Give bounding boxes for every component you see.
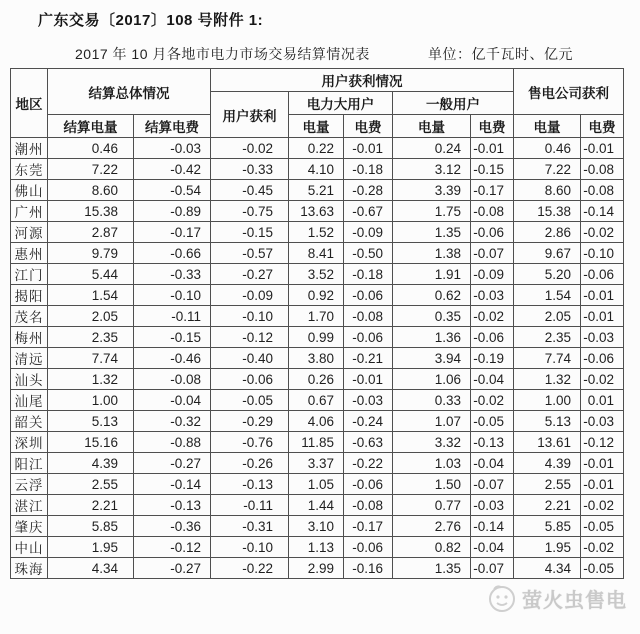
value-cell: -0.18 [344, 159, 393, 180]
value-cell: 1.03 [393, 453, 471, 474]
value-cell: 4.39 [48, 453, 134, 474]
value-cell: 9.67 [514, 243, 581, 264]
value-cell: 5.20 [514, 264, 581, 285]
value-cell: 2.76 [393, 516, 471, 537]
value-cell: 1.38 [393, 243, 471, 264]
value-cell: -0.02 [581, 222, 624, 243]
value-cell: -0.22 [211, 558, 289, 579]
value-cell: 0.35 [393, 306, 471, 327]
value-cell: -0.29 [211, 411, 289, 432]
value-cell: 3.10 [289, 516, 344, 537]
value-cell: -0.32 [134, 411, 211, 432]
region-cell: 揭阳 [11, 285, 48, 306]
watermark-text: 萤火虫售电 [522, 589, 627, 612]
value-cell: -0.02 [211, 138, 289, 159]
value-cell: -0.36 [134, 516, 211, 537]
region-cell: 清远 [11, 348, 48, 369]
value-cell: -0.15 [134, 327, 211, 348]
value-cell: 2.21 [48, 495, 134, 516]
table-row [11, 243, 624, 264]
value-cell: -0.33 [134, 264, 211, 285]
value-cell: -0.42 [134, 159, 211, 180]
value-cell: 1.06 [393, 369, 471, 390]
value-cell: 7.22 [48, 159, 134, 180]
value-cell: -0.15 [211, 222, 289, 243]
value-cell: 1.54 [514, 285, 581, 306]
value-cell: -0.22 [344, 453, 393, 474]
value-cell: -0.27 [134, 453, 211, 474]
value-cell: 7.74 [514, 348, 581, 369]
region-cell: 河源 [11, 222, 48, 243]
value-cell: -0.03 [344, 390, 393, 411]
unit-label: 单位：亿千瓦时、亿元 [428, 46, 573, 62]
value-cell: 0.22 [289, 138, 344, 159]
region-cell: 汕尾 [11, 390, 48, 411]
value-cell: 1.52 [289, 222, 344, 243]
table-row [11, 474, 624, 495]
header-retail-fee: 电费 [581, 115, 624, 138]
value-cell: 1.75 [393, 201, 471, 222]
table-body [11, 138, 624, 579]
table-row [11, 348, 624, 369]
value-cell: -0.08 [134, 369, 211, 390]
value-cell: -0.14 [471, 516, 514, 537]
region-cell: 韶关 [11, 411, 48, 432]
value-cell: 5.21 [289, 180, 344, 201]
value-cell: -0.03 [471, 285, 514, 306]
value-cell: 4.10 [289, 159, 344, 180]
value-cell: 5.13 [514, 411, 581, 432]
value-cell: 1.35 [393, 222, 471, 243]
value-cell: 3.37 [289, 453, 344, 474]
value-cell: -0.54 [134, 180, 211, 201]
value-cell: 1.95 [514, 537, 581, 558]
value-cell: -0.14 [134, 474, 211, 495]
value-cell: 0.33 [393, 390, 471, 411]
table-row [11, 201, 624, 222]
value-cell: 1.32 [514, 369, 581, 390]
value-cell: 3.52 [289, 264, 344, 285]
header-settlement-fee: 结算电费 [134, 115, 211, 138]
value-cell: 3.80 [289, 348, 344, 369]
value-cell: 1.00 [48, 390, 134, 411]
settlement-table-wrap [10, 68, 624, 579]
table-row [11, 558, 624, 579]
value-cell: 15.38 [48, 201, 134, 222]
value-cell: -0.08 [344, 306, 393, 327]
value-cell: 2.21 [514, 495, 581, 516]
value-cell: 0.82 [393, 537, 471, 558]
value-cell: 2.55 [48, 474, 134, 495]
region-cell: 肇庆 [11, 516, 48, 537]
header-settlement-energy: 结算电量 [48, 115, 134, 138]
value-cell: -0.11 [134, 306, 211, 327]
header-large-user-energy: 电量 [289, 115, 344, 138]
value-cell: 4.34 [514, 558, 581, 579]
value-cell: -0.06 [471, 222, 514, 243]
value-cell: -0.08 [344, 495, 393, 516]
region-cell: 汕头 [11, 369, 48, 390]
region-cell: 江门 [11, 264, 48, 285]
header-large-user-group: 电力大用户 [289, 92, 393, 115]
value-cell: -0.01 [581, 138, 624, 159]
value-cell: 5.85 [48, 516, 134, 537]
value-cell: 1.07 [393, 411, 471, 432]
value-cell: 1.35 [393, 558, 471, 579]
value-cell: -0.21 [344, 348, 393, 369]
value-cell: -0.17 [471, 180, 514, 201]
value-cell: -0.08 [581, 159, 624, 180]
value-cell: -0.04 [471, 369, 514, 390]
value-cell: 0.77 [393, 495, 471, 516]
value-cell: 3.94 [393, 348, 471, 369]
value-cell: 0.01 [581, 390, 624, 411]
table-row [11, 138, 624, 159]
value-cell: 0.62 [393, 285, 471, 306]
header-general-user-energy: 电量 [393, 115, 471, 138]
value-cell: -0.03 [581, 327, 624, 348]
value-cell: -0.76 [211, 432, 289, 453]
value-cell: -0.02 [471, 306, 514, 327]
value-cell: 1.13 [289, 537, 344, 558]
settlement-table [10, 68, 624, 579]
value-cell: 2.05 [48, 306, 134, 327]
subtitle-row [0, 44, 640, 62]
value-cell: 1.36 [393, 327, 471, 348]
value-cell: -0.13 [134, 495, 211, 516]
region-cell: 佛山 [11, 180, 48, 201]
value-cell: 1.50 [393, 474, 471, 495]
header-row-1 [11, 69, 624, 92]
region-cell: 惠州 [11, 243, 48, 264]
table-row [11, 453, 624, 474]
value-cell: 1.32 [48, 369, 134, 390]
value-cell: -0.09 [211, 285, 289, 306]
value-cell: -0.01 [581, 285, 624, 306]
value-cell: -0.10 [581, 243, 624, 264]
value-cell: 1.54 [48, 285, 134, 306]
table-row [11, 180, 624, 201]
value-cell: -0.01 [344, 369, 393, 390]
value-cell: 11.85 [289, 432, 344, 453]
value-cell: 0.46 [514, 138, 581, 159]
value-cell: 5.44 [48, 264, 134, 285]
value-cell: -0.18 [344, 264, 393, 285]
header-region: 地区 [11, 69, 48, 138]
value-cell: -0.27 [211, 264, 289, 285]
value-cell: 2.35 [48, 327, 134, 348]
value-cell: -0.02 [581, 369, 624, 390]
table-row [11, 222, 624, 243]
firefly-logo-icon [486, 582, 518, 614]
value-cell: -0.26 [211, 453, 289, 474]
region-cell: 茂名 [11, 306, 48, 327]
value-cell: -0.06 [471, 327, 514, 348]
value-cell: -0.04 [471, 537, 514, 558]
value-cell: -0.57 [211, 243, 289, 264]
region-cell: 中山 [11, 537, 48, 558]
value-cell: -0.06 [344, 285, 393, 306]
value-cell: 15.16 [48, 432, 134, 453]
value-cell: -0.16 [344, 558, 393, 579]
value-cell: -0.28 [344, 180, 393, 201]
value-cell: -0.27 [134, 558, 211, 579]
header-row-3 [11, 115, 624, 138]
value-cell: -0.05 [581, 558, 624, 579]
value-cell: -0.17 [344, 516, 393, 537]
value-cell: -0.01 [581, 306, 624, 327]
value-cell: -0.12 [134, 537, 211, 558]
table-row [11, 159, 624, 180]
value-cell: 2.87 [48, 222, 134, 243]
value-cell: -0.06 [581, 348, 624, 369]
value-cell: 4.06 [289, 411, 344, 432]
table-row [11, 369, 624, 390]
value-cell: -0.06 [344, 474, 393, 495]
value-cell: -0.06 [211, 369, 289, 390]
value-cell: -0.02 [581, 537, 624, 558]
doc-title: 广东交易〔2017〕108 号附件 1: [38, 12, 264, 29]
value-cell: -0.03 [471, 495, 514, 516]
value-cell: -0.75 [211, 201, 289, 222]
value-cell: -0.01 [581, 474, 624, 495]
value-cell: -0.04 [471, 453, 514, 474]
header-user-profit: 用户获利 [211, 92, 289, 138]
value-cell: 1.00 [514, 390, 581, 411]
region-cell: 深圳 [11, 432, 48, 453]
region-cell: 潮州 [11, 138, 48, 159]
table-row [11, 495, 624, 516]
value-cell: 2.55 [514, 474, 581, 495]
value-cell: -0.08 [471, 201, 514, 222]
value-cell: 1.05 [289, 474, 344, 495]
value-cell: 2.35 [514, 327, 581, 348]
region-cell: 东莞 [11, 159, 48, 180]
value-cell: 5.85 [514, 516, 581, 537]
value-cell: -0.06 [581, 264, 624, 285]
region-cell: 云浮 [11, 474, 48, 495]
value-cell: 2.99 [289, 558, 344, 579]
value-cell: -0.11 [211, 495, 289, 516]
header-user-profit-group: 用户获利情况 [211, 69, 514, 92]
value-cell: -0.33 [211, 159, 289, 180]
value-cell: 2.05 [514, 306, 581, 327]
value-cell: 4.34 [48, 558, 134, 579]
value-cell: 0.24 [393, 138, 471, 159]
value-cell: 13.63 [289, 201, 344, 222]
value-cell: -0.02 [471, 390, 514, 411]
value-cell: -0.05 [471, 411, 514, 432]
value-cell: -0.03 [581, 411, 624, 432]
value-cell: -0.10 [211, 537, 289, 558]
value-cell: -0.06 [344, 327, 393, 348]
region-cell: 梅州 [11, 327, 48, 348]
value-cell: 3.39 [393, 180, 471, 201]
value-cell: 0.46 [48, 138, 134, 159]
value-cell: 3.32 [393, 432, 471, 453]
value-cell: -0.88 [134, 432, 211, 453]
header-general-user-group: 一般用户 [393, 92, 514, 115]
value-cell: -0.12 [211, 327, 289, 348]
value-cell: -0.17 [134, 222, 211, 243]
value-cell: 8.41 [289, 243, 344, 264]
header-retail-energy: 电量 [514, 115, 581, 138]
table-row [11, 327, 624, 348]
value-cell: -0.24 [344, 411, 393, 432]
value-cell: -0.02 [581, 495, 624, 516]
value-cell: -0.63 [344, 432, 393, 453]
value-cell: -0.13 [471, 432, 514, 453]
value-cell: -0.31 [211, 516, 289, 537]
value-cell: -0.09 [471, 264, 514, 285]
value-cell: -0.01 [471, 138, 514, 159]
value-cell: 4.39 [514, 453, 581, 474]
table-row [11, 411, 624, 432]
value-cell: -0.01 [581, 453, 624, 474]
value-cell: 0.26 [289, 369, 344, 390]
header-general-user-fee: 电费 [471, 115, 514, 138]
value-cell: -0.50 [344, 243, 393, 264]
table-row [11, 264, 624, 285]
value-cell: -0.01 [344, 138, 393, 159]
value-cell: 13.61 [514, 432, 581, 453]
value-cell: 1.95 [48, 537, 134, 558]
value-cell: 0.67 [289, 390, 344, 411]
value-cell: -0.03 [134, 138, 211, 159]
value-cell: 0.99 [289, 327, 344, 348]
value-cell: 8.60 [48, 180, 134, 201]
value-cell: -0.09 [344, 222, 393, 243]
value-cell: -0.19 [471, 348, 514, 369]
value-cell: 1.44 [289, 495, 344, 516]
table-row [11, 306, 624, 327]
value-cell: -0.06 [344, 537, 393, 558]
value-cell: -0.45 [211, 180, 289, 201]
value-cell: -0.07 [471, 243, 514, 264]
value-cell: -0.67 [344, 201, 393, 222]
value-cell: 7.74 [48, 348, 134, 369]
value-cell: 15.38 [514, 201, 581, 222]
value-cell: 5.13 [48, 411, 134, 432]
header-retail-company-group: 售电公司获利 [514, 69, 624, 115]
value-cell: 1.70 [289, 306, 344, 327]
value-cell: 7.22 [514, 159, 581, 180]
header-large-user-fee: 电费 [344, 115, 393, 138]
value-cell: -0.07 [471, 558, 514, 579]
value-cell: -0.40 [211, 348, 289, 369]
region-cell: 阳江 [11, 453, 48, 474]
table-row [11, 390, 624, 411]
value-cell: 9.79 [48, 243, 134, 264]
table-header [11, 69, 624, 138]
table-row [11, 432, 624, 453]
value-cell: -0.05 [581, 516, 624, 537]
table-row [11, 516, 624, 537]
value-cell: 2.86 [514, 222, 581, 243]
value-cell: -0.13 [211, 474, 289, 495]
value-cell: -0.89 [134, 201, 211, 222]
value-cell: -0.15 [471, 159, 514, 180]
table-row [11, 285, 624, 306]
region-cell: 广州 [11, 201, 48, 222]
value-cell: -0.05 [211, 390, 289, 411]
value-cell: -0.04 [134, 390, 211, 411]
value-cell: -0.10 [134, 285, 211, 306]
value-cell: 3.12 [393, 159, 471, 180]
value-cell: 1.91 [393, 264, 471, 285]
value-cell: -0.46 [134, 348, 211, 369]
value-cell: -0.08 [581, 180, 624, 201]
value-cell: -0.66 [134, 243, 211, 264]
region-cell: 湛江 [11, 495, 48, 516]
value-cell: -0.10 [211, 306, 289, 327]
value-cell: 0.92 [289, 285, 344, 306]
value-cell: -0.07 [471, 474, 514, 495]
value-cell: -0.12 [581, 432, 624, 453]
value-cell: -0.14 [581, 201, 624, 222]
region-cell: 珠海 [11, 558, 48, 579]
header-settlement-group: 结算总体情况 [48, 69, 211, 115]
table-title: 2017 年 10 月各地市电力市场交易结算情况表 [75, 46, 370, 62]
table-row [11, 537, 624, 558]
watermark [486, 582, 627, 614]
value-cell: 8.60 [514, 180, 581, 201]
